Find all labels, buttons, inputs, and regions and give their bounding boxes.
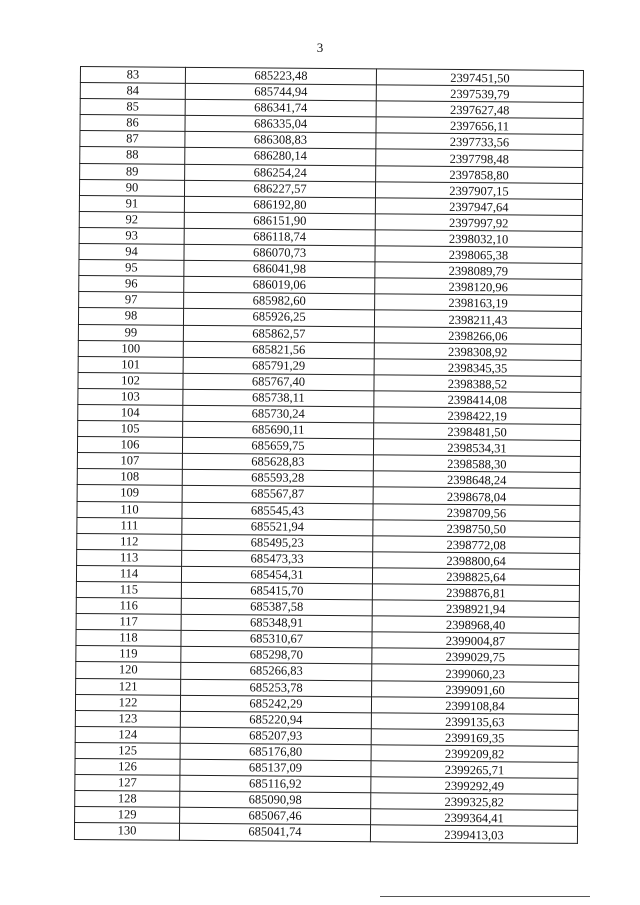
point-number-cell: 122 — [75, 694, 180, 711]
x-coordinate-cell: 685495,23 — [182, 534, 373, 552]
x-coordinate-cell: 685982,60 — [184, 293, 375, 311]
page-number: 3 — [316, 40, 324, 55]
y-coordinate-cell: 2399029,75 — [372, 648, 579, 666]
x-coordinate-cell: 686070,73 — [184, 244, 375, 262]
y-coordinate-cell: 2398211,43 — [374, 310, 581, 328]
y-coordinate-cell: 2398065,38 — [375, 246, 582, 264]
point-number-cell: 113 — [77, 549, 182, 566]
point-number-cell: 120 — [76, 662, 181, 679]
point-number-cell: 100 — [78, 340, 183, 357]
point-number-cell: 85 — [80, 99, 185, 116]
y-coordinate-cell: 2399060,23 — [372, 664, 579, 682]
x-coordinate-cell: 685266,83 — [181, 663, 372, 681]
y-coordinate-cell: 2398709,56 — [373, 503, 580, 521]
y-coordinate-cell: 2397656,11 — [376, 117, 583, 135]
y-coordinate-cell: 2398481,50 — [374, 423, 581, 441]
x-coordinate-cell: 685593,28 — [182, 470, 373, 488]
point-number-cell: 89 — [80, 163, 185, 180]
y-coordinate-cell: 2399325,82 — [371, 793, 578, 811]
y-coordinate-cell: 2397798,48 — [376, 149, 583, 167]
point-number-cell: 123 — [75, 710, 180, 727]
point-number-cell: 124 — [75, 726, 180, 743]
x-coordinate-cell: 685738,11 — [183, 389, 374, 407]
y-coordinate-cell: 2398388,52 — [374, 375, 581, 393]
y-coordinate-cell: 2398876,81 — [372, 584, 579, 602]
point-number-cell: 105 — [78, 421, 183, 438]
point-number-cell: 107 — [77, 453, 182, 470]
y-coordinate-cell: 2399108,84 — [371, 696, 578, 714]
point-number-cell: 101 — [78, 356, 183, 373]
y-coordinate-cell: 2398120,96 — [375, 278, 582, 296]
y-coordinate-cell: 2399292,49 — [371, 777, 578, 795]
y-coordinate-cell: 2398422,19 — [374, 407, 581, 425]
y-coordinate-cell: 2398032,10 — [375, 230, 582, 248]
y-coordinate-cell: 2397947,64 — [375, 198, 582, 216]
bottom-rule — [380, 896, 590, 897]
x-coordinate-cell: 685090,98 — [180, 792, 371, 810]
y-coordinate-cell: 2399169,35 — [371, 729, 578, 747]
x-coordinate-cell: 685567,87 — [182, 486, 373, 504]
y-coordinate-cell: 2398345,35 — [374, 359, 581, 377]
x-coordinate-cell: 686118,74 — [184, 228, 375, 246]
y-coordinate-cell: 2397733,56 — [376, 133, 583, 151]
point-number-cell: 90 — [79, 179, 184, 196]
y-coordinate-cell: 2399413,03 — [370, 825, 577, 843]
point-number-cell: 84 — [80, 83, 185, 100]
x-coordinate-cell: 685862,57 — [183, 325, 374, 343]
point-number-cell: 110 — [77, 501, 182, 518]
y-coordinate-cell: 2398534,31 — [373, 439, 580, 457]
x-coordinate-cell: 685310,67 — [181, 631, 372, 649]
x-coordinate-cell: 685223,48 — [185, 67, 376, 85]
point-number-cell: 126 — [75, 759, 180, 776]
point-number-cell: 129 — [75, 807, 180, 824]
point-number-cell: 94 — [79, 244, 184, 261]
y-coordinate-cell: 2397539,79 — [376, 85, 583, 103]
x-coordinate-cell: 685387,58 — [181, 598, 372, 616]
y-coordinate-cell: 2398308,92 — [374, 342, 581, 360]
point-number-cell: 116 — [76, 598, 181, 615]
point-number-cell: 111 — [77, 517, 182, 534]
table-row — [74, 823, 577, 843]
x-coordinate-cell: 686019,06 — [184, 277, 375, 295]
y-coordinate-cell: 2397627,48 — [376, 101, 583, 119]
y-coordinate-cell: 2398648,24 — [373, 471, 580, 489]
x-coordinate-cell: 685730,24 — [183, 405, 374, 423]
point-number-cell: 119 — [76, 646, 181, 663]
x-coordinate-cell: 685821,56 — [183, 341, 374, 359]
y-coordinate-cell: 2399004,87 — [372, 632, 579, 650]
point-number-cell: 102 — [78, 372, 183, 389]
x-coordinate-cell: 686151,90 — [184, 212, 375, 230]
point-number-cell: 125 — [75, 742, 180, 759]
y-coordinate-cell: 2398968,40 — [372, 616, 579, 634]
y-coordinate-cell: 2398678,04 — [373, 487, 580, 505]
point-number-cell: 93 — [79, 227, 184, 244]
point-number-cell: 87 — [80, 131, 185, 148]
coordinates-table — [74, 66, 584, 843]
point-number-cell: 106 — [77, 437, 182, 454]
x-coordinate-cell: 685473,33 — [182, 550, 373, 568]
y-coordinate-cell: 2398266,06 — [374, 326, 581, 344]
x-coordinate-cell: 685415,70 — [181, 582, 372, 600]
point-number-cell: 114 — [76, 565, 181, 582]
x-coordinate-cell: 686041,98 — [184, 260, 375, 278]
point-number-cell: 117 — [76, 614, 181, 631]
point-number-cell: 108 — [77, 469, 182, 486]
point-number-cell: 104 — [78, 404, 183, 421]
x-coordinate-cell: 685767,40 — [183, 373, 374, 391]
x-coordinate-cell: 685545,43 — [182, 502, 373, 520]
x-coordinate-cell: 685176,80 — [180, 743, 371, 761]
y-coordinate-cell: 2398750,50 — [373, 519, 580, 537]
coordinates-table-body — [74, 67, 583, 843]
x-coordinate-cell: 685067,46 — [180, 808, 371, 826]
point-number-cell: 109 — [77, 485, 182, 502]
point-number-cell: 127 — [75, 775, 180, 792]
point-number-cell: 88 — [80, 147, 185, 164]
x-coordinate-cell: 685690,11 — [183, 421, 374, 439]
y-coordinate-cell: 2398800,64 — [373, 552, 580, 570]
y-coordinate-cell: 2398588,30 — [373, 455, 580, 473]
y-coordinate-cell: 2398414,08 — [374, 391, 581, 409]
x-coordinate-cell: 686335,04 — [185, 116, 376, 134]
x-coordinate-cell: 685242,29 — [180, 695, 371, 713]
y-coordinate-cell: 2398089,79 — [375, 262, 582, 280]
point-number-cell: 97 — [79, 292, 184, 309]
point-number-cell: 92 — [79, 211, 184, 228]
x-coordinate-cell: 686254,24 — [185, 164, 376, 182]
x-coordinate-cell: 685116,92 — [180, 775, 371, 793]
x-coordinate-cell: 685521,94 — [182, 518, 373, 536]
y-coordinate-cell: 2398163,19 — [375, 294, 582, 312]
x-coordinate-cell: 685744,94 — [185, 83, 376, 101]
y-coordinate-cell: 2397858,80 — [376, 165, 583, 183]
x-coordinate-cell: 685348,91 — [181, 614, 372, 632]
y-coordinate-cell: 2397451,50 — [376, 69, 583, 87]
x-coordinate-cell: 685298,70 — [181, 647, 372, 665]
point-number-cell: 91 — [79, 195, 184, 212]
y-coordinate-cell: 2399209,82 — [371, 745, 578, 763]
y-coordinate-cell: 2397907,15 — [375, 181, 582, 199]
point-number-cell: 115 — [76, 581, 181, 598]
point-number-cell: 118 — [76, 630, 181, 647]
point-number-cell: 83 — [80, 67, 185, 84]
y-coordinate-cell: 2398921,94 — [372, 600, 579, 618]
x-coordinate-cell: 685041,74 — [179, 824, 370, 842]
y-coordinate-cell: 2398772,08 — [373, 536, 580, 554]
point-number-cell: 121 — [76, 678, 181, 695]
point-number-cell: 98 — [78, 308, 183, 325]
point-number-cell: 99 — [78, 324, 183, 341]
x-coordinate-cell: 685926,25 — [183, 309, 374, 327]
x-coordinate-cell: 685628,83 — [182, 454, 373, 472]
point-number-cell: 130 — [74, 823, 179, 840]
x-coordinate-cell: 685253,78 — [181, 679, 372, 697]
point-number-cell: 95 — [79, 260, 184, 277]
x-coordinate-cell: 686192,80 — [184, 196, 375, 214]
y-coordinate-cell: 2399364,41 — [371, 809, 578, 827]
x-coordinate-cell: 686341,74 — [185, 100, 376, 118]
x-coordinate-cell: 685220,94 — [180, 711, 371, 729]
point-number-cell: 96 — [79, 276, 184, 293]
x-coordinate-cell: 686280,14 — [185, 148, 376, 166]
y-coordinate-cell: 2398825,64 — [372, 568, 579, 586]
y-coordinate-cell: 2397997,92 — [375, 214, 582, 232]
y-coordinate-cell: 2399091,60 — [372, 680, 579, 698]
point-number-cell: 103 — [78, 388, 183, 405]
x-coordinate-cell: 685659,75 — [182, 437, 373, 455]
x-coordinate-cell: 686308,83 — [185, 132, 376, 150]
x-coordinate-cell: 685137,09 — [180, 759, 371, 777]
y-coordinate-cell: 2399135,63 — [371, 713, 578, 731]
point-number-cell: 112 — [77, 533, 182, 550]
x-coordinate-cell: 685791,29 — [183, 357, 374, 375]
point-number-cell: 86 — [80, 115, 185, 132]
y-coordinate-cell: 2399265,71 — [371, 761, 578, 779]
x-coordinate-cell: 686227,57 — [184, 180, 375, 198]
x-coordinate-cell: 685454,31 — [181, 566, 372, 584]
point-number-cell: 128 — [75, 791, 180, 808]
x-coordinate-cell: 685207,93 — [180, 727, 371, 745]
